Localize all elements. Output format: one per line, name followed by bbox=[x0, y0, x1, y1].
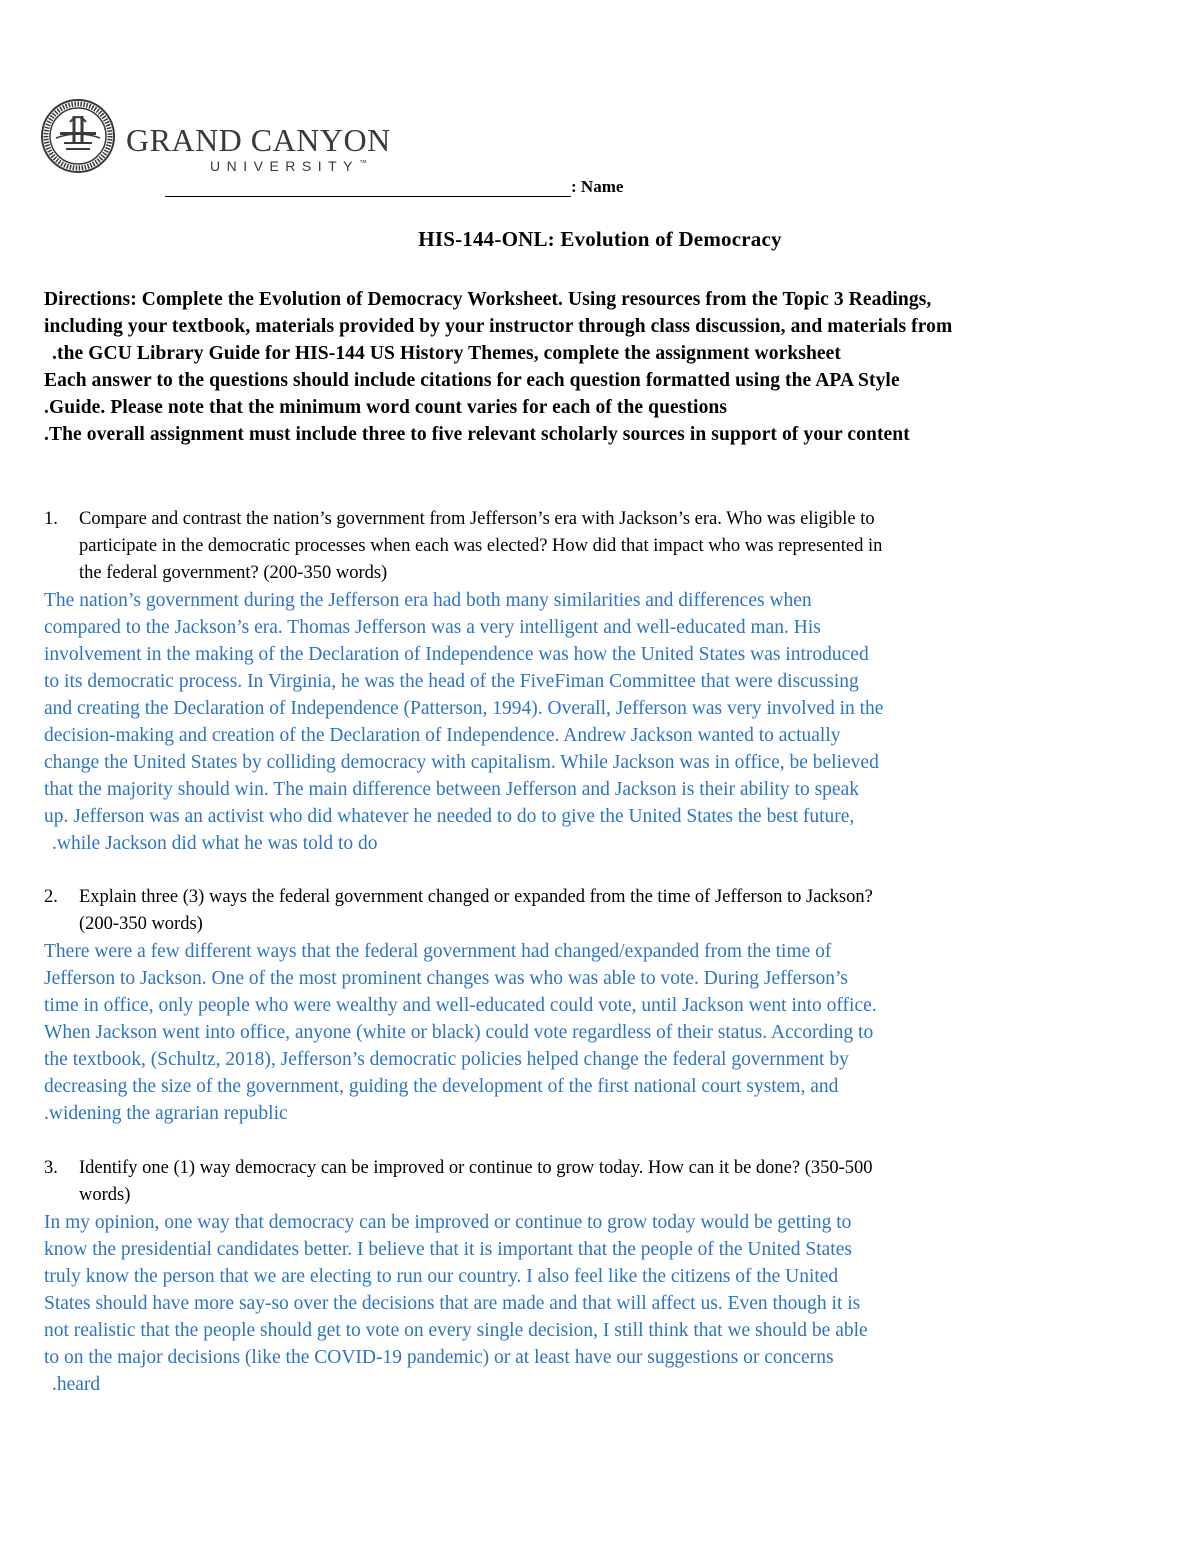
question-3 bbox=[44, 1155, 1154, 1209]
question-number: 3. bbox=[44, 1158, 58, 1178]
question-1 bbox=[44, 506, 1154, 587]
question-line: participate in the democratic processes when each was elected? How did that impact who was represented in bbox=[79, 536, 883, 556]
answer-line: to on the major decisions (like the COVID-19 pandemic) or at least have our suggestions or concerns bbox=[44, 1347, 834, 1368]
university-logo bbox=[40, 98, 440, 178]
answer-line: .while Jackson did what he was told to do bbox=[52, 833, 378, 854]
answer-line: decision-making and creation of the Declaration of Independence. Andrew Jackson wanted to actually bbox=[44, 725, 841, 746]
directions-line: Directions: Complete the Evolution of Democracy Worksheet. Using resources from the Topic 3 Readings, bbox=[44, 289, 932, 310]
directions-line: Each answer to the questions should include citations for each question formatted using the APA Style bbox=[44, 370, 900, 391]
answer-line: and creating the Declaration of Independence (Patterson, 1994). Overall, Jefferson was very involved in the bbox=[44, 698, 884, 719]
answer-line: In my opinion, one way that democracy can be improved or continue to grow today would be getting to bbox=[44, 1212, 852, 1233]
directions-line: including your textbook, materials provided by your instructor through class discussion, and materials from bbox=[44, 316, 953, 337]
answer-line: compared to the Jackson’s era. Thomas Jefferson was a very intelligent and well-educated man. His bbox=[44, 617, 821, 638]
question-line: the federal government? (200-350 words) bbox=[79, 563, 388, 583]
question-number: 1. bbox=[44, 509, 58, 529]
directions-line: .Guide. Please note that the minimum word count varies for each of the questions bbox=[44, 397, 728, 418]
answer-line: up. Jefferson was an activist who did whatever he needed to do to give the United States the best future, bbox=[44, 806, 855, 827]
answer-1 bbox=[44, 587, 1154, 857]
answer-line: time in office, only people who were wealthy and well-educated could vote, until Jackson went into office. bbox=[44, 995, 877, 1016]
answer-line: When Jackson went into office, anyone (white or black) could vote regardless of their status. According to bbox=[44, 1022, 874, 1043]
trademark-symbol: ™ bbox=[359, 158, 368, 168]
answer-line: Jefferson to Jackson. One of the most prominent changes was who was able to vote. During Jefferson’s bbox=[44, 968, 849, 989]
question-number: 2. bbox=[44, 887, 58, 907]
directions-block bbox=[44, 286, 1164, 448]
answer-line: The nation’s government during the Jefferson era had both many similarities and differences when bbox=[44, 590, 812, 611]
answer-line: that the majority should win. The main difference between Jefferson and Jackson is their ability to speak bbox=[44, 779, 859, 800]
answer-3 bbox=[44, 1209, 1154, 1398]
answer-line: .heard bbox=[52, 1374, 101, 1395]
answer-line: know the presidential candidates better. I believe that it is important that the people of the United States bbox=[44, 1239, 852, 1260]
question-line: Explain three (3) ways the federal government changed or expanded from the time of Jefferson to Jackson? bbox=[79, 887, 873, 907]
question-block-3 bbox=[44, 1155, 1154, 1398]
answer-line: involvement in the making of the Declaration of Independence was how the United States was introduced bbox=[44, 644, 869, 665]
brand-subtitle bbox=[210, 158, 367, 174]
directions-line: .the GCU Library Guide for HIS-144 US History Themes, complete the assignment worksheet bbox=[52, 343, 842, 364]
directions-line: .The overall assignment must include three to five relevant scholarly sources in support of your content bbox=[44, 424, 910, 445]
answer-line: There were a few different ways that the federal government had changed/expanded from the time of bbox=[44, 941, 832, 962]
name-blank-line[interactable] bbox=[165, 176, 571, 197]
question-block-1 bbox=[44, 506, 1154, 857]
answer-line: to its democratic process. In Virginia, he was the head of the FiveFiman Committee that were discussing bbox=[44, 671, 859, 692]
answer-line: States should have more say-so over the decisions that are made and that will affect us. Even though it is bbox=[44, 1293, 861, 1314]
question-line: (200-350 words) bbox=[79, 914, 203, 934]
answer-line: not realistic that the people should get to vote on every single decision, I still think that we should be able bbox=[44, 1320, 868, 1341]
page-title: HIS-144-ONL: Evolution of Democracy bbox=[418, 227, 782, 251]
question-line: words) bbox=[79, 1185, 131, 1205]
name-label: : Name bbox=[571, 177, 624, 196]
brand-name: GRAND CANYON bbox=[126, 122, 391, 158]
question-block-2 bbox=[44, 884, 1154, 1127]
question-line: Identify one (1) way democracy can be improved or continue to grow today. How can it be done? (350-500 bbox=[79, 1158, 873, 1178]
university-seal-icon bbox=[40, 98, 116, 174]
answer-line: decreasing the size of the government, guiding the development of the first national court system, and bbox=[44, 1076, 839, 1097]
answer-line: truly know the person that we are electing to run our country. I also feel like the citizens of the United bbox=[44, 1266, 839, 1287]
answer-line: the textbook, (Schultz, 2018), Jefferson’s democratic policies helped change the federal government by bbox=[44, 1049, 849, 1070]
answer-line: .widening the agrarian republic bbox=[44, 1103, 288, 1124]
brand-subtitle-text: UNIVERSITY bbox=[210, 158, 360, 174]
name-field-row bbox=[165, 176, 623, 200]
question-line: Compare and contrast the nation’s government from Jefferson’s era with Jackson’s era. Who was eligible to bbox=[79, 509, 875, 529]
answer-2 bbox=[44, 938, 1154, 1127]
answer-line: change the United States by colliding democracy with capitalism. While Jackson was in office, be believed bbox=[44, 752, 879, 773]
question-2 bbox=[44, 884, 1154, 938]
